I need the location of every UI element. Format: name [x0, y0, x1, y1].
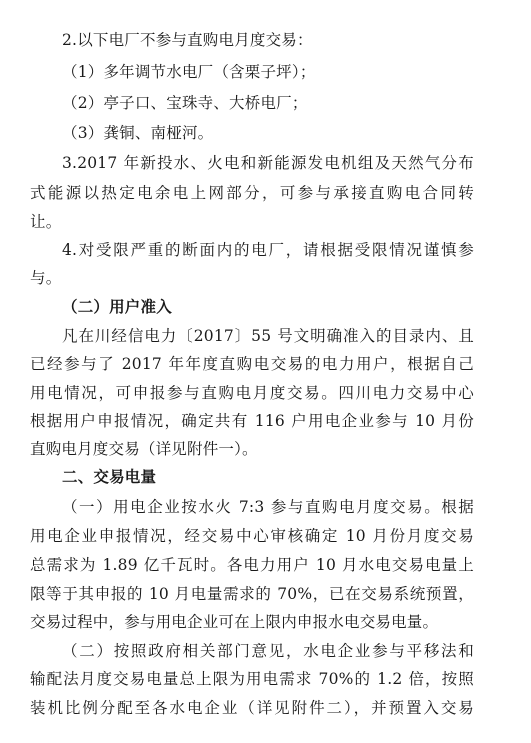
text-line: （2）亭子口、宝珠寺、大桥电厂；	[62, 94, 308, 112]
text-line: 式能源以热定电余电上网部分，可参与承接直购电合同转	[30, 184, 474, 202]
text-line: 根据用户申报情况，确定共有 116 户用电企业参与 10 月份	[30, 412, 474, 430]
text-line: 3.2017 年新投水、火电和新能源发电机组及天然气分布	[62, 154, 474, 172]
text-line: （一）用电企业按水火 7:3 参与直购电月度交易。根据	[62, 498, 474, 516]
text-line: （3）龚铜、南桠河。	[62, 124, 214, 142]
text-line: 2.以下电厂不参与直购电月度交易：	[62, 31, 313, 49]
text-line: （1）多年调节水电厂（含栗子坪）；	[62, 63, 316, 81]
text-line: 4.对受限严重的断面内的电厂，请根据受限情况谨慎参	[62, 241, 474, 259]
text-line: 已经参与了 2017 年年度直购电交易的电力用户，根据自己	[30, 355, 474, 373]
section-heading: （二）用户准入	[62, 298, 172, 316]
text-line: 交易过程中，参与用电企业可在上限内申报水电交易电量。	[30, 613, 439, 631]
section-heading: 二、交易电量	[62, 468, 157, 486]
text-line: 总需求为 1.89 亿千瓦时。各电力用户 10 月水电交易电量上	[30, 556, 474, 574]
text-line: 用电情况，可申报参与直购电月度交易。四川电力交易中心	[30, 384, 474, 402]
text-line: 直购电月度交易（详见附件一）。	[30, 440, 258, 458]
text-line: 让。	[30, 213, 62, 231]
text-line: （二）按照政府相关部门意见，水电企业参与平移法和	[62, 642, 474, 660]
text-line: 与。	[30, 269, 62, 287]
text-line: 用电企业申报情况，经交易中心审核确定 10 月份月度交易	[30, 527, 474, 545]
text-line: 凡在川经信电力〔2017〕55 号文明确准入的目录内、且	[62, 327, 474, 345]
text-line: 装机比例分配至各水电企业（详见附件二），并预置入交易	[30, 699, 474, 717]
text-line: 输配法月度交易电量总上限为用电需求 70%的 1.2 倍，按照	[30, 670, 474, 688]
text-line: 限等于其申报的 10 月电量需求的 70%，已在交易系统预置，	[30, 585, 474, 603]
